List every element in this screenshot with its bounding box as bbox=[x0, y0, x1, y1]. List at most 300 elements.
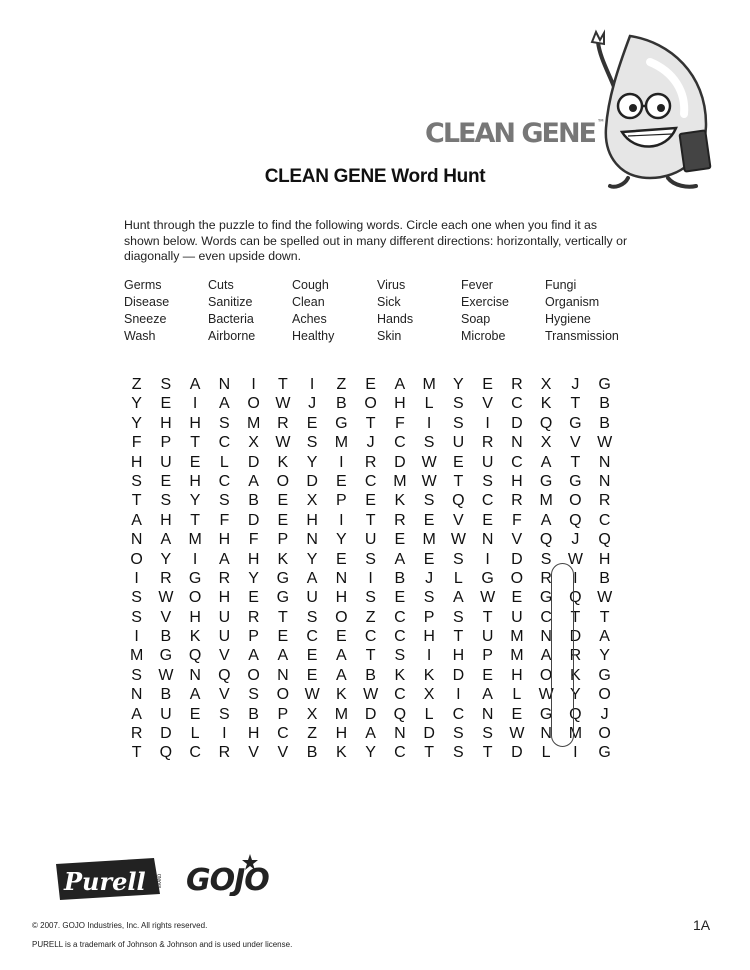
puzzle-letter[interactable]: Y bbox=[336, 531, 347, 549]
puzzle-letter[interactable]: T bbox=[570, 453, 581, 471]
puzzle-letter[interactable]: P bbox=[248, 628, 259, 646]
puzzle-letter[interactable]: R bbox=[218, 744, 231, 762]
puzzle-letter[interactable]: W bbox=[538, 686, 554, 704]
puzzle-letter[interactable]: C bbox=[481, 492, 494, 510]
puzzle-letter[interactable]: I bbox=[426, 647, 432, 665]
puzzle-letter[interactable]: P bbox=[423, 608, 435, 626]
puzzle-letter[interactable]: O bbox=[188, 589, 202, 607]
puzzle-letter[interactable]: K bbox=[277, 550, 289, 568]
puzzle-letter[interactable]: D bbox=[306, 472, 318, 490]
puzzle-letter[interactable]: R bbox=[364, 453, 377, 471]
puzzle-letter[interactable]: U bbox=[364, 531, 377, 549]
puzzle-letter[interactable]: P bbox=[482, 647, 493, 665]
puzzle-letter[interactable]: R bbox=[277, 414, 289, 432]
puzzle-letter[interactable]: Y bbox=[131, 414, 142, 432]
puzzle-letter[interactable]: G bbox=[598, 376, 611, 393]
puzzle-letter[interactable]: M bbox=[510, 628, 524, 646]
puzzle-letter[interactable]: Q bbox=[452, 492, 465, 510]
puzzle-letter[interactable]: K bbox=[423, 666, 435, 684]
puzzle-letter[interactable]: S bbox=[423, 589, 435, 607]
puzzle-letter[interactable]: D bbox=[247, 511, 260, 529]
puzzle-letter[interactable]: R bbox=[569, 647, 582, 665]
puzzle-letter[interactable]: I bbox=[222, 725, 227, 743]
puzzle-letter[interactable]: Z bbox=[131, 376, 142, 393]
puzzle-letter[interactable]: C bbox=[598, 511, 611, 529]
puzzle-letter[interactable]: W bbox=[597, 589, 613, 607]
puzzle-letter[interactable]: S bbox=[219, 414, 230, 432]
puzzle-letter[interactable]: A bbox=[219, 550, 230, 568]
puzzle-letter[interactable]: J bbox=[600, 705, 609, 723]
puzzle-letter[interactable]: T bbox=[365, 511, 376, 529]
puzzle-letter[interactable]: E bbox=[160, 472, 172, 490]
puzzle-letter[interactable]: L bbox=[512, 686, 522, 704]
puzzle-letter[interactable]: T bbox=[277, 608, 288, 626]
puzzle-letter[interactable]: W bbox=[421, 453, 437, 471]
puzzle-letter[interactable]: S bbox=[131, 608, 142, 626]
puzzle-letter[interactable]: T bbox=[482, 744, 493, 762]
puzzle-letter[interactable]: S bbox=[131, 472, 142, 490]
puzzle-letter[interactable]: T bbox=[599, 608, 610, 626]
puzzle-letter[interactable]: N bbox=[335, 569, 348, 587]
puzzle-letter[interactable]: S bbox=[306, 434, 318, 452]
puzzle-letter[interactable]: F bbox=[131, 434, 142, 452]
puzzle-letter[interactable]: J bbox=[425, 569, 434, 587]
puzzle-letter[interactable]: Q bbox=[218, 666, 231, 684]
puzzle-letter[interactable]: H bbox=[511, 666, 523, 684]
puzzle-letter[interactable]: E bbox=[306, 647, 318, 665]
puzzle-letter[interactable]: W bbox=[363, 686, 379, 704]
puzzle-letter[interactable]: C bbox=[364, 472, 377, 490]
puzzle-letter[interactable]: V bbox=[570, 434, 581, 452]
puzzle-letter[interactable]: W bbox=[421, 472, 437, 490]
puzzle-letter[interactable]: Q bbox=[188, 647, 202, 665]
puzzle-letter[interactable]: P bbox=[277, 705, 289, 723]
puzzle-letter[interactable]: S bbox=[453, 608, 464, 626]
puzzle-letter[interactable]: R bbox=[598, 492, 611, 510]
puzzle-letter[interactable]: O bbox=[247, 395, 260, 413]
puzzle-letter[interactable]: S bbox=[482, 472, 493, 490]
puzzle-letter[interactable]: E bbox=[306, 666, 318, 684]
puzzle-letter[interactable]: F bbox=[511, 511, 522, 529]
puzzle-letter[interactable]: R bbox=[540, 569, 552, 587]
puzzle-letter[interactable]: I bbox=[456, 686, 461, 704]
puzzle-letter[interactable]: S bbox=[365, 589, 376, 607]
puzzle-letter[interactable]: H bbox=[160, 414, 172, 432]
puzzle-letter[interactable]: N bbox=[598, 472, 611, 490]
puzzle-letter[interactable]: N bbox=[511, 434, 523, 452]
puzzle-letter[interactable]: U bbox=[160, 453, 172, 471]
puzzle-letter[interactable]: H bbox=[130, 453, 143, 471]
puzzle-letter[interactable]: X bbox=[306, 705, 318, 723]
puzzle-letter[interactable]: P bbox=[336, 492, 347, 510]
puzzle-letter[interactable]: I bbox=[251, 376, 256, 393]
puzzle-letter[interactable]: I bbox=[339, 511, 344, 529]
puzzle-letter[interactable]: C bbox=[306, 628, 318, 646]
puzzle-letter[interactable]: I bbox=[339, 453, 344, 471]
puzzle-letter[interactable]: O bbox=[364, 395, 377, 413]
puzzle-letter[interactable]: G bbox=[539, 472, 553, 490]
puzzle-letter[interactable]: I bbox=[134, 569, 139, 587]
puzzle-letter[interactable]: K bbox=[336, 744, 347, 762]
puzzle-letter[interactable]: A bbox=[189, 376, 201, 393]
puzzle-letter[interactable]: K bbox=[336, 686, 347, 704]
puzzle-letter[interactable]: R bbox=[394, 511, 406, 529]
puzzle-letter[interactable]: K bbox=[394, 666, 406, 684]
puzzle-letter[interactable]: A bbox=[248, 647, 259, 665]
puzzle-letter[interactable]: C bbox=[218, 434, 231, 452]
puzzle-letter[interactable]: Z bbox=[307, 725, 318, 743]
puzzle-letter[interactable]: E bbox=[482, 666, 493, 684]
puzzle-letter[interactable]: H bbox=[335, 589, 348, 607]
puzzle-letter[interactable]: A bbox=[540, 453, 552, 471]
puzzle-letter[interactable]: B bbox=[160, 628, 172, 646]
puzzle-letter[interactable]: B bbox=[336, 395, 347, 413]
puzzle-letter[interactable]: C bbox=[364, 628, 377, 646]
puzzle-letter[interactable]: O bbox=[130, 550, 143, 568]
puzzle-letter[interactable]: T bbox=[453, 472, 464, 490]
puzzle-letter[interactable]: B bbox=[306, 744, 318, 762]
puzzle-letter[interactable]: I bbox=[192, 550, 198, 568]
puzzle-letter[interactable]: L bbox=[424, 395, 434, 413]
puzzle-letter[interactable]: O bbox=[569, 492, 582, 510]
puzzle-letter[interactable]: F bbox=[394, 414, 405, 432]
puzzle-letter[interactable]: M bbox=[334, 705, 349, 723]
puzzle-letter[interactable]: G bbox=[481, 569, 494, 587]
puzzle-letter[interactable]: C bbox=[540, 608, 552, 626]
puzzle-letter[interactable]: Q bbox=[569, 705, 582, 723]
puzzle-letter[interactable]: S bbox=[482, 725, 493, 743]
puzzle-letter[interactable]: H bbox=[218, 531, 231, 549]
puzzle-letter[interactable]: I bbox=[426, 414, 432, 432]
puzzle-letter[interactable]: L bbox=[453, 569, 463, 587]
puzzle-letter[interactable]: F bbox=[248, 531, 259, 549]
puzzle-letter[interactable]: H bbox=[189, 608, 201, 626]
puzzle-letter[interactable]: A bbox=[248, 472, 259, 490]
puzzle-letter[interactable]: M bbox=[393, 472, 407, 490]
puzzle-letter[interactable]: Q bbox=[539, 531, 553, 549]
puzzle-letter[interactable]: Y bbox=[306, 453, 318, 471]
puzzle-letter[interactable]: I bbox=[573, 744, 578, 762]
puzzle-letter[interactable]: L bbox=[541, 744, 551, 762]
puzzle-letter[interactable]: S bbox=[423, 434, 435, 452]
puzzle-letter[interactable]: H bbox=[511, 472, 523, 490]
puzzle-letter[interactable]: N bbox=[481, 531, 494, 549]
puzzle-letter[interactable]: C bbox=[511, 453, 523, 471]
puzzle-letter[interactable]: N bbox=[189, 666, 201, 684]
puzzle-letter[interactable]: G bbox=[539, 589, 553, 607]
puzzle-letter[interactable]: A bbox=[336, 647, 347, 665]
puzzle-letter[interactable]: T bbox=[131, 492, 142, 510]
puzzle-letter[interactable]: N bbox=[218, 376, 231, 393]
puzzle-letter[interactable]: H bbox=[423, 628, 435, 646]
puzzle-letter[interactable]: A bbox=[540, 647, 552, 665]
puzzle-letter[interactable]: G bbox=[598, 744, 611, 762]
puzzle-letter[interactable]: A bbox=[540, 511, 552, 529]
puzzle-letter[interactable]: K bbox=[570, 666, 581, 684]
puzzle-letter[interactable]: O bbox=[510, 569, 524, 587]
puzzle-letter[interactable]: X bbox=[423, 686, 435, 704]
puzzle-letter[interactable]: N bbox=[598, 453, 611, 471]
puzzle-letter[interactable]: O bbox=[598, 725, 611, 743]
puzzle-letter[interactable]: X bbox=[248, 434, 259, 452]
puzzle-letter[interactable]: E bbox=[336, 550, 347, 568]
puzzle-letter[interactable]: S bbox=[453, 550, 464, 568]
puzzle-letter[interactable]: L bbox=[424, 705, 434, 723]
puzzle-letter[interactable]: J bbox=[571, 531, 580, 549]
puzzle-letter[interactable]: A bbox=[599, 628, 610, 646]
puzzle-letter[interactable]: N bbox=[306, 531, 318, 549]
puzzle-letter[interactable]: O bbox=[335, 608, 348, 626]
puzzle-letter[interactable]: V bbox=[219, 686, 230, 704]
puzzle-letter[interactable]: U bbox=[481, 453, 494, 471]
puzzle-letter[interactable]: S bbox=[453, 725, 464, 743]
puzzle-letter[interactable]: R bbox=[481, 434, 494, 452]
puzzle-letter[interactable]: W bbox=[509, 725, 525, 743]
puzzle-letter[interactable]: H bbox=[160, 511, 172, 529]
puzzle-letter[interactable]: E bbox=[277, 628, 289, 646]
puzzle-letter[interactable]: A bbox=[160, 531, 172, 549]
puzzle-letter[interactable]: E bbox=[365, 376, 376, 393]
puzzle-letter[interactable]: Y bbox=[570, 686, 581, 704]
puzzle-letter[interactable]: C bbox=[189, 744, 201, 762]
puzzle-letter[interactable]: G bbox=[539, 705, 553, 723]
puzzle-letter[interactable]: O bbox=[276, 686, 290, 704]
puzzle-letter[interactable]: H bbox=[247, 550, 260, 568]
puzzle-letter[interactable]: H bbox=[394, 395, 406, 413]
puzzle-letter[interactable]: B bbox=[160, 686, 172, 704]
puzzle-letter[interactable]: W bbox=[158, 589, 174, 607]
puzzle-letter[interactable]: B bbox=[599, 395, 610, 413]
puzzle-letter[interactable]: A bbox=[189, 686, 201, 704]
puzzle-letter[interactable]: D bbox=[569, 628, 582, 646]
puzzle-letter[interactable]: H bbox=[247, 725, 260, 743]
puzzle-letter[interactable]: A bbox=[306, 569, 318, 587]
puzzle-letter[interactable]: Q bbox=[569, 589, 582, 607]
puzzle-letter[interactable]: I bbox=[485, 414, 490, 432]
puzzle-letter[interactable]: S bbox=[423, 492, 435, 510]
puzzle-letter[interactable]: E bbox=[160, 395, 172, 413]
puzzle-letter[interactable]: K bbox=[394, 492, 406, 510]
puzzle-letter[interactable]: B bbox=[365, 666, 376, 684]
puzzle-letter[interactable]: B bbox=[599, 569, 610, 587]
puzzle-letter[interactable]: Q bbox=[159, 744, 173, 762]
puzzle-letter[interactable]: M bbox=[422, 376, 436, 393]
puzzle-letter[interactable]: O bbox=[539, 666, 553, 684]
puzzle-letter[interactable]: E bbox=[482, 511, 493, 529]
puzzle-letter[interactable]: L bbox=[219, 453, 229, 471]
puzzle-letter[interactable]: W bbox=[275, 395, 291, 413]
puzzle-letter[interactable]: S bbox=[160, 492, 172, 510]
puzzle-letter[interactable]: S bbox=[131, 666, 142, 684]
puzzle-letter[interactable]: D bbox=[511, 550, 523, 568]
puzzle-letter[interactable]: C bbox=[218, 472, 231, 490]
puzzle-letter[interactable]: A bbox=[394, 550, 406, 568]
puzzle-letter[interactable]: Y bbox=[365, 744, 376, 762]
puzzle-letter[interactable]: E bbox=[365, 492, 376, 510]
puzzle-letter[interactable]: S bbox=[540, 550, 552, 568]
puzzle-letter[interactable]: G bbox=[335, 414, 348, 432]
puzzle-letter[interactable]: J bbox=[366, 434, 375, 452]
puzzle-letter[interactable]: V bbox=[482, 395, 493, 413]
puzzle-letter[interactable]: E bbox=[189, 453, 201, 471]
puzzle-letter[interactable]: O bbox=[247, 666, 260, 684]
puzzle-letter[interactable]: E bbox=[306, 414, 318, 432]
puzzle-letter[interactable]: I bbox=[192, 395, 198, 413]
puzzle-letter[interactable]: B bbox=[248, 492, 259, 510]
puzzle-letter[interactable]: D bbox=[511, 414, 523, 432]
puzzle-letter[interactable]: S bbox=[248, 686, 259, 704]
puzzle-letter[interactable]: E bbox=[336, 472, 347, 490]
puzzle-letter[interactable]: R bbox=[511, 492, 523, 510]
puzzle-letter[interactable]: E bbox=[277, 492, 289, 510]
puzzle-letter[interactable]: G bbox=[159, 647, 173, 665]
puzzle-letter[interactable]: T bbox=[570, 608, 581, 626]
puzzle-letter[interactable]: D bbox=[364, 705, 377, 723]
puzzle-letter[interactable]: A bbox=[394, 376, 406, 393]
puzzle-letter[interactable]: Z bbox=[336, 376, 347, 393]
puzzle-letter[interactable]: A bbox=[482, 686, 493, 704]
puzzle-letter[interactable]: I bbox=[368, 569, 373, 587]
puzzle-letter[interactable]: W bbox=[597, 434, 613, 452]
puzzle-letter[interactable]: S bbox=[160, 376, 172, 393]
puzzle-letter[interactable]: S bbox=[453, 414, 464, 432]
puzzle-letter[interactable]: X bbox=[540, 434, 552, 452]
puzzle-letter[interactable]: A bbox=[365, 725, 376, 743]
puzzle-letter[interactable]: U bbox=[218, 628, 231, 646]
puzzle-letter[interactable]: A bbox=[131, 511, 142, 529]
puzzle-letter[interactable]: E bbox=[277, 511, 289, 529]
puzzle-letter[interactable]: U bbox=[218, 608, 231, 626]
puzzle-letter[interactable]: O bbox=[598, 686, 611, 704]
puzzle-letter[interactable]: Q bbox=[598, 531, 611, 549]
puzzle-letter[interactable]: A bbox=[219, 395, 230, 413]
puzzle-letter[interactable]: J bbox=[571, 376, 580, 393]
puzzle-letter[interactable]: V bbox=[219, 647, 230, 665]
puzzle-letter[interactable]: T bbox=[453, 628, 464, 646]
puzzle-letter[interactable]: O bbox=[276, 472, 290, 490]
puzzle-letter[interactable]: V bbox=[248, 744, 259, 762]
puzzle-letter[interactable]: E bbox=[423, 550, 435, 568]
puzzle-letter[interactable]: R bbox=[511, 376, 523, 393]
puzzle-letter[interactable]: C bbox=[452, 705, 465, 723]
puzzle-letter[interactable]: Y bbox=[131, 395, 142, 413]
puzzle-letter[interactable]: C bbox=[394, 744, 406, 762]
puzzle-letter[interactable]: Z bbox=[365, 608, 376, 626]
puzzle-letter[interactable]: W bbox=[275, 434, 291, 452]
puzzle-letter[interactable]: P bbox=[160, 434, 172, 452]
puzzle-letter[interactable]: A bbox=[336, 666, 347, 684]
puzzle-letter[interactable]: E bbox=[394, 531, 406, 549]
puzzle-letter[interactable]: S bbox=[453, 744, 464, 762]
puzzle-letter[interactable]: S bbox=[131, 589, 142, 607]
puzzle-letter[interactable]: T bbox=[190, 511, 201, 529]
puzzle-letter[interactable]: P bbox=[277, 531, 289, 549]
puzzle-letter[interactable]: L bbox=[190, 725, 200, 743]
puzzle-letter[interactable]: M bbox=[188, 531, 202, 549]
puzzle-letter[interactable]: W bbox=[480, 589, 496, 607]
puzzle-letter[interactable]: G bbox=[569, 414, 582, 432]
puzzle-letter[interactable]: Q bbox=[569, 511, 582, 529]
puzzle-letter[interactable]: G bbox=[276, 569, 290, 587]
puzzle-letter[interactable]: E bbox=[511, 589, 523, 607]
puzzle-letter[interactable]: E bbox=[394, 589, 406, 607]
puzzle-letter[interactable]: V bbox=[160, 608, 172, 626]
puzzle-letter[interactable]: I bbox=[485, 550, 490, 568]
puzzle-letter[interactable]: T bbox=[131, 744, 142, 762]
puzzle-letter[interactable]: D bbox=[423, 725, 435, 743]
puzzle-letter[interactable]: E bbox=[423, 511, 435, 529]
puzzle-letter[interactable]: Y bbox=[599, 647, 610, 665]
puzzle-letter[interactable]: A bbox=[453, 589, 464, 607]
puzzle-letter[interactable]: K bbox=[540, 395, 552, 413]
puzzle-letter[interactable]: I bbox=[309, 376, 315, 393]
puzzle-letter[interactable]: Y bbox=[453, 376, 464, 393]
puzzle-letter[interactable]: V bbox=[277, 744, 289, 762]
puzzle-letter[interactable]: N bbox=[394, 725, 406, 743]
puzzle-letter[interactable]: K bbox=[189, 628, 201, 646]
puzzle-letter[interactable]: S bbox=[394, 647, 406, 665]
puzzle-letter[interactable]: U bbox=[306, 589, 318, 607]
puzzle-letter[interactable]: H bbox=[218, 589, 231, 607]
puzzle-letter[interactable]: W bbox=[450, 531, 466, 549]
puzzle-letter[interactable]: S bbox=[219, 705, 230, 723]
puzzle-letter[interactable]: H bbox=[452, 647, 465, 665]
puzzle-letter[interactable]: S bbox=[306, 608, 318, 626]
puzzle-letter[interactable]: G bbox=[598, 666, 611, 684]
puzzle-letter[interactable]: H bbox=[189, 414, 201, 432]
puzzle-letter[interactable]: M bbox=[539, 492, 553, 510]
puzzle-letter[interactable]: W bbox=[567, 550, 583, 568]
puzzle-letter[interactable]: C bbox=[394, 628, 406, 646]
puzzle-letter[interactable]: Y bbox=[160, 550, 172, 568]
puzzle-letter[interactable]: N bbox=[481, 705, 494, 723]
puzzle-letter[interactable]: D bbox=[160, 725, 172, 743]
puzzle-letter[interactable]: M bbox=[129, 647, 144, 665]
puzzle-letter[interactable]: S bbox=[219, 492, 230, 510]
puzzle-letter[interactable]: Q bbox=[393, 705, 407, 723]
puzzle-letter[interactable]: T bbox=[277, 376, 288, 393]
puzzle-letter[interactable]: E bbox=[482, 376, 493, 393]
puzzle-letter[interactable]: N bbox=[540, 628, 552, 646]
puzzle-letter[interactable]: W bbox=[158, 666, 174, 684]
puzzle-letter[interactable]: B bbox=[394, 569, 406, 587]
puzzle-letter[interactable]: Q bbox=[539, 414, 553, 432]
puzzle-letter[interactable]: U bbox=[481, 628, 494, 646]
puzzle-letter[interactable]: M bbox=[334, 434, 349, 452]
puzzle-letter[interactable]: B bbox=[599, 414, 610, 432]
puzzle-letter[interactable]: G bbox=[276, 589, 290, 607]
puzzle-letter[interactable]: E bbox=[453, 453, 464, 471]
puzzle-letter[interactable]: M bbox=[246, 414, 261, 432]
puzzle-letter[interactable]: T bbox=[570, 395, 581, 413]
puzzle-letter[interactable]: V bbox=[511, 531, 523, 549]
puzzle-letter[interactable]: B bbox=[248, 705, 259, 723]
puzzle-letter[interactable]: C bbox=[394, 686, 406, 704]
puzzle-letter[interactable]: N bbox=[130, 686, 143, 704]
puzzle-letter[interactable]: C bbox=[511, 395, 523, 413]
puzzle-letter[interactable]: D bbox=[394, 453, 406, 471]
puzzle-letter[interactable]: R bbox=[218, 569, 231, 587]
puzzle-letter[interactable]: G bbox=[569, 472, 582, 490]
puzzle-letter[interactable]: F bbox=[219, 511, 230, 529]
puzzle-letter[interactable]: E bbox=[248, 589, 259, 607]
puzzle-letter[interactable]: T bbox=[190, 434, 201, 452]
puzzle-letter[interactable]: D bbox=[511, 744, 523, 762]
puzzle-letter[interactable]: Y bbox=[189, 492, 201, 510]
puzzle-letter[interactable]: H bbox=[598, 550, 611, 568]
puzzle-letter[interactable]: D bbox=[452, 666, 465, 684]
puzzle-letter[interactable]: V bbox=[453, 511, 464, 529]
